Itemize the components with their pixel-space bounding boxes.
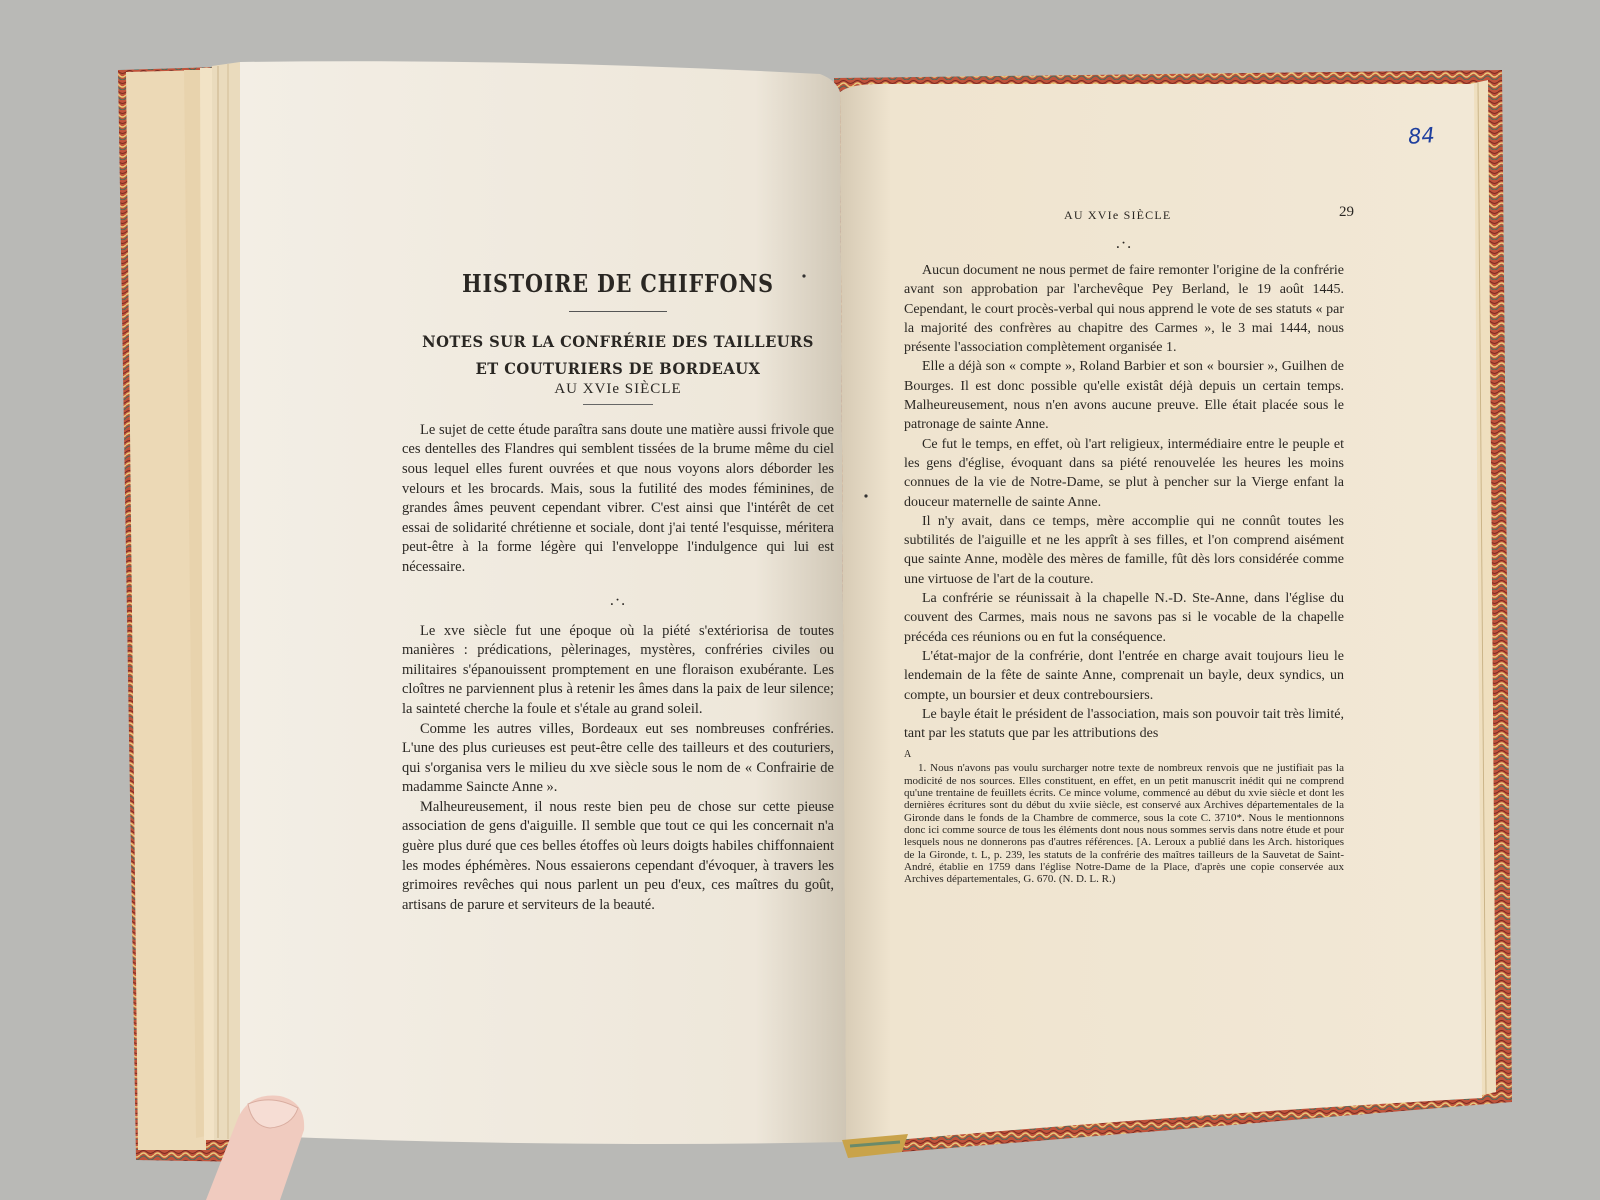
subtitle-line-3: AU XVIe SIÈCLE — [554, 380, 682, 397]
body-paragraph: L'état-major de la confrérie, dont l'entrée en charge avait toujours lieu le lendemain de la fête de sainte Anne, comprenait un bayle, deux syndics, un compte, un boursier et deux contreboursiers. — [904, 648, 1344, 703]
body-paragraph: Elle a déjà son « compte », Roland Barbier et son « boursier », Guilhen de Bourges. Il est donc possible qu'elle existât déjà depuis un certain temps. Malheureusement, nous n'en avons aucune preuve. Elle était placée sous le patronage de sainte Anne. — [904, 359, 1344, 433]
running-head: AU XVIe SIÈCLE — [1064, 208, 1172, 222]
body-paragraph: Comme les autres villes, Bordeaux eut ses nombreuses confréries. L'une des plus curieuses est peut-être celle des tailleurs et des couturiers, qui s'organisa vers le milieu du xve siècle sous le nom de « Confrairie de madamme Saincte Anne ». — [402, 720, 834, 796]
body-paragraph: Ce fut le temps, en effet, où l'art religieux, intermédiaire entre le peuple et les gens d'église, évoquant dans sa piété renouvelée les heures les moins connues de la vie de Notre-Dame, se plut à pencher sur la Vierge enfant la douceur maternelle de sainte Anne. — [904, 436, 1344, 510]
subtitle-line-2: ET COUTURIERS DE BORDEAUX — [475, 358, 761, 378]
left-page-edges — [126, 62, 240, 1150]
body-paragraph: Il n'y avait, dans ce temps, mère accomplie qui ne connût toutes les subtilités de l'aiguille et ne les apprît à ses filles, et l'on comprend aisément que sainte Anne, modèle des mères de famille, fût dès lors considérée comme une virtuose de l'art de la couture. — [904, 513, 1344, 587]
section-separator: .·. — [1115, 235, 1133, 252]
subtitle-rule — [583, 404, 653, 405]
speck — [864, 494, 867, 497]
body-paragraph: Aucun document ne nous permet de faire remonter l'origine de la confrérie avant son approbation par l'archevêque Pey Berland, le 19 août 1445. Cependant, le court procès-verbal qui nous apprend le vote de ses statuts « par la majorité des confrères au chapitre des Carmes », le 3 mai 1444, nous présente l'association complètement organisée 1. — [904, 263, 1344, 356]
body-paragraph: Le bayle était le président de l'association, mais son pouvoir tait très limité, tant par les statuts que par les attributions des — [904, 706, 1344, 742]
page-number: 29 — [1339, 204, 1354, 220]
subtitle-line-1: NOTES SUR LA CONFRÉRIE DES TAILLEURS — [422, 331, 814, 351]
section-separator: .·. — [609, 591, 627, 609]
body-paragraph: Malheureusement, il nous reste bien peu de chose sur cette pieuse association de gens d'aiguille. Il semble que tout ce qui les concernait n'a guère plus duré que ces belles étoffes où leurs doigts habiles chiffonnaient les modes éphémères. Nous essaierons cependant d'évoquer, à travers les grimoires revêches qui nous parlent un peu d'eux, ces maîtres du goût, artisans de parure et serviteurs de la beauté. — [402, 798, 834, 913]
right-page-text — [904, 235, 1344, 885]
intro-paragraph: Le sujet de cette étude paraîtra sans doute une matière aussi frivole que ces dentelles des Flandres qui semblent tissées de la brume même du ciel sous lequel elles furent ouvrées et que nous voyons alors déborder les velours et les brocards. Mais, sous la futilité des modes féminines, de grandes âmes peuvent cependant vibrer. C'est ainsi que l'intérêt de cet essai de solidarité chrétienne et sociale, dont j'ai tenté l'esquisse, méritera peut-être à la forme légère qui l'enveloppe l'indulgence qui lui est nécessaire. — [402, 421, 834, 575]
title-rule — [569, 311, 667, 312]
footnote: 1. Nous n'avons pas voulu surcharger notre texte de nombreux renvois que ne justifiait pas la modicité de nos sources. Elles constituent, en effet, en un petit manuscrit inédit qui ne comprend qu'une trentaine de feuillets écrits. Ce mince volume, commencé au début du xvie siècle et dont les dernières écritures sont du début du xviie siècle, est conservé aux Archives départementales de la Gironde dans le fonds de la Chambre de commerce, sous la cote C. 3710*. Nous le mentionnons donc ici comme source de tous les éléments dont nous nous sommes servis dans notre étude et pour lesquels nous ne donnerons pas d'autres références. [A. Leroux a publié dans les Arch. historiques de la Gironde, t. L, p. 239, les statuts de la confrérie des maîtres tailleurs de la Sauvetat de Saint-André, établie en 1759 dans l'église Notre-Dame de la Place, d'après une copie conservée aux Archives départementales, G. 670. (N. D. L. R.) — [904, 762, 1344, 886]
left-page-text — [402, 270, 834, 915]
body-paragraph: Le xve siècle fut une époque où la piété s'extériorisa de toutes manières : prédications, pèlerinages, mystères, confréries civiles ou militaires s'épanouissent promptement en une floraison exubérante. Les cloîtres ne parviennent plus à retenir les âmes dans la paix de leur silence; la sainteté cherche la foule et s'étale au grand soleil. — [402, 622, 834, 717]
chapter-title: HISTOIRE DE CHIFFONS — [462, 269, 774, 298]
footnote-mark: A — [904, 749, 912, 761]
running-header — [1064, 206, 1354, 224]
handwritten-note: 84 — [1407, 123, 1436, 149]
body-paragraph: La confrérie se réunissait à la chapelle N.-D. Ste-Anne, dans l'église du couvent des Carmes, mais nous ne savons pas si le vocable de la chapelle précéda ces réunions ou en fut la conséquence. — [904, 591, 1344, 645]
